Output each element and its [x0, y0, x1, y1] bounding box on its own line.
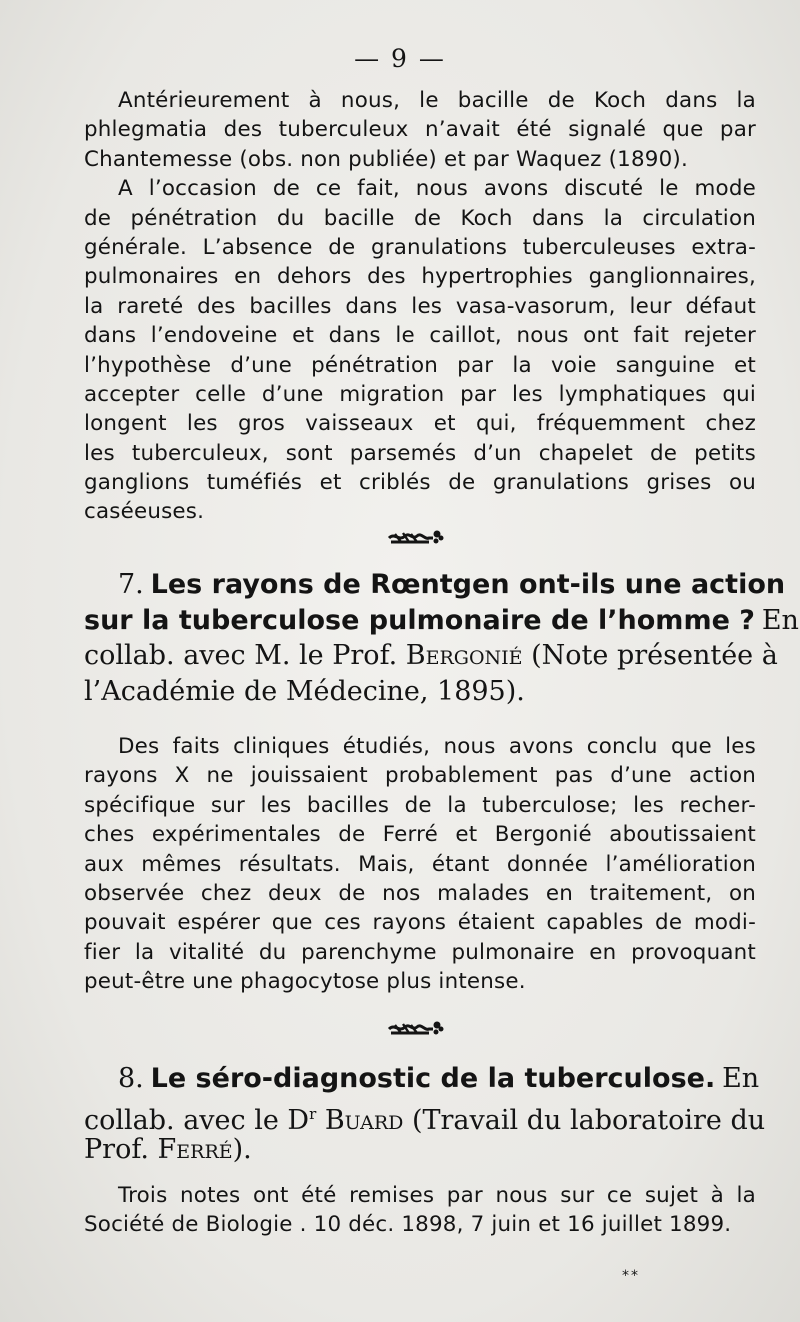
text-line: accepter celle d’une migration par les lymphatiques qui — [84, 381, 756, 407]
section-7-heading — [84, 566, 799, 710]
heading-text: En — [722, 1063, 760, 1094]
heading-line: l’Académie de Médecine, 1895). — [84, 676, 525, 707]
heading-text: collab. avec le D — [84, 1105, 310, 1136]
text-line: pouvait espérer que ces rayons étaient capables de modi- — [84, 910, 756, 936]
heading-line — [84, 1060, 760, 1096]
person-name: Ferré — [157, 1134, 233, 1165]
text-line: Antérieurement à nous, le bacille de Koch dans la — [118, 88, 756, 113]
text-line: A l’occasion de ce fait, nous avons discuté le mode — [118, 176, 756, 202]
heading-text: En — [761, 605, 799, 636]
text-line: rayons X ne jouissaient probablement pas d’une action — [84, 763, 756, 789]
heading-line — [84, 1096, 766, 1136]
fleuron-ornament-icon — [385, 524, 445, 550]
text-line: Société de Biologie . 10 déc. 1898, 7 juin et 16 juillet 1899. — [84, 1212, 732, 1238]
text-line: phlegmatia des tuberculeux n’avait été signalé que par — [84, 117, 756, 143]
text-line: aux mêmes résultats. Mais, étant donnée l’amélioration — [84, 851, 756, 877]
text-line: ganglions tuméfiés et criblés de granulations grises ou — [84, 470, 756, 496]
text-line: Des faits cliniques étudiés, nous avons conclu que les — [118, 734, 756, 759]
text-line: fier la vitalité du parenchyme pulmonaire en provoquant — [84, 939, 756, 965]
person-name: Bergonié — [405, 640, 523, 671]
text-line: la rareté des bacilles dans les vasa-vasorum, leur défaut — [84, 293, 756, 319]
section-number: 8. — [118, 1063, 144, 1094]
section-title: Les rayons de Rœntgen ont-ils une action — [150, 569, 786, 600]
text-line: ches expérimentales de Ferré et Bergonié aboutissaient — [84, 822, 756, 848]
section-8-heading — [84, 1060, 766, 1168]
text-line: Chantemesse (obs. non publiée) et par Waquez (1890). — [84, 146, 688, 172]
text-line: de pénétration du bacille de Koch dans la circulation — [84, 205, 756, 231]
person-name: Buard — [324, 1105, 404, 1136]
heading-text: collab. avec M. le Prof. — [84, 640, 406, 671]
page-number: — 9 — — [354, 44, 446, 73]
text-line: les tuberculeux, sont parsemés d’un chapelet de petits — [84, 440, 756, 466]
text-line: longent les gros vaisseaux et qui, fréquemment chez — [84, 411, 756, 437]
text-line: observée chez deux de nos malades en traitement, on — [84, 880, 756, 906]
text-line: pulmonaires en dehors des hypertrophies ganglionnaires, — [84, 264, 756, 290]
text-line: l’hypothèse d’une pénétration par la voie sanguine et — [84, 352, 756, 378]
text-line: spécifique sur les bacilles de la tuberculose; les recher- — [84, 792, 756, 818]
text-line: peut-être une phagocytose plus intense. — [84, 969, 526, 995]
section-number: 7. — [118, 569, 144, 600]
heading-line — [84, 602, 799, 638]
superscript: r — [309, 1105, 317, 1123]
fleuron-ornament-icon — [385, 1015, 445, 1041]
section-title: Le séro-diagnostic de la tuberculose. — [150, 1063, 716, 1094]
text-line: caséeuses. — [84, 499, 205, 525]
text-line: Trois notes ont été remises par nous sur ce sujet à la — [118, 1183, 756, 1208]
heading-line — [84, 1132, 756, 1168]
heading-line — [84, 638, 778, 674]
heading-line — [84, 566, 786, 602]
heading-text: (Travail du laboratoire du — [403, 1105, 766, 1136]
heading-text: Prof. — [84, 1134, 158, 1165]
signature-mark: ** — [622, 1268, 640, 1284]
text-line: dans l’endoveine et dans le caillot, nous ont fait rejeter — [84, 323, 756, 349]
paragraph-rontgen — [84, 732, 756, 997]
paragraph-phlegmatia — [84, 86, 756, 527]
paragraph-sero-diagnostic — [84, 1181, 756, 1240]
heading-text: (Note présentée à — [522, 640, 778, 671]
text-line: générale. L’absence de granulations tuberculeuses extra- — [84, 234, 756, 260]
heading-text: ). — [232, 1134, 252, 1165]
section-title: sur la tuberculose pulmonaire de l’homme ? — [84, 605, 755, 636]
